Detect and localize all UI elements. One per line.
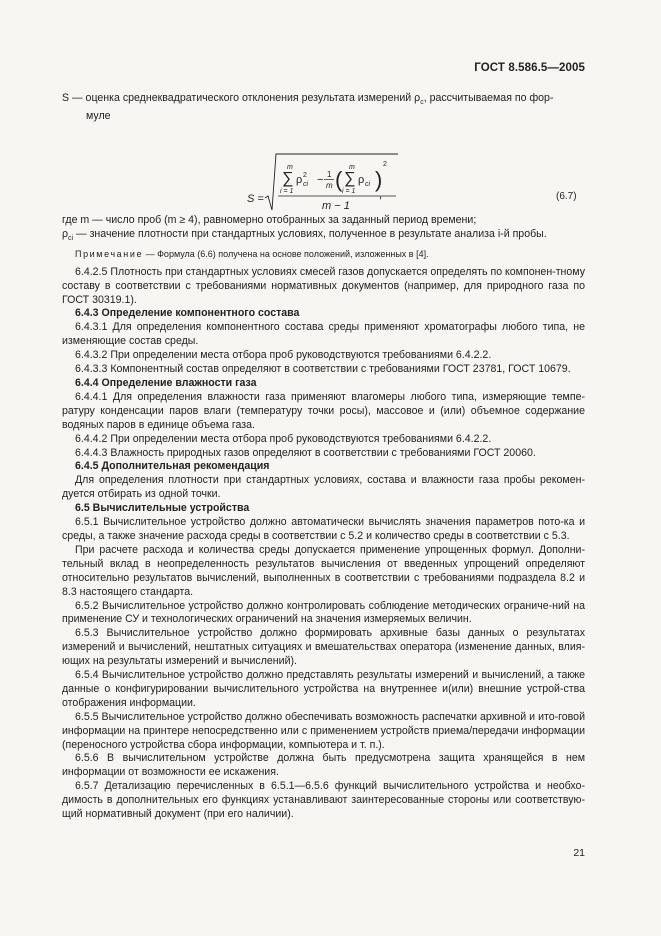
paragraph-6-5-2: 6.5.2 Вычислительное устройство должно контролировать соблюдение методических ограниче-ний на применение СУ и технологических ограничений на значения измеряемых величин. — [62, 599, 585, 626]
rho-definition-symbol: ρ — [62, 227, 69, 240]
heading-6-4-3: 6.4.3 Определение компонентного состава — [75, 307, 300, 320]
formula-lhs: S = — [247, 192, 264, 205]
note-label: Примечание — [75, 248, 144, 259]
paragraph-6-4-5: Для определения плотности при стандартных условиях, состава и влажности газа пробы рекомен-дуется отбирать из одной точки. — [62, 474, 585, 501]
sum1-rho-power: 2 — [303, 171, 307, 179]
paragraph-6-4-2-5: 6.4.2.5 Плотность при стандартных условиях смесей газов допускается определять по компонен-тному составу в соответствии с требованиями нормативных документов (например, для природного газа по ГОСТ 30319.1). — [62, 265, 585, 306]
document-header: ГОСТ 8.586.5—2005 — [474, 62, 585, 74]
right-paren: ) — [375, 166, 383, 192]
s-definition-tail: , рассчитываемая по фор- — [423, 92, 554, 104]
rho-definition-text: — значение плотности при стандартных условиях, полученное в результате анализа i-й пробы. — [73, 227, 547, 240]
sum1-upper-limit: m — [287, 163, 293, 171]
formula-denominator: m − 1 — [322, 199, 350, 212]
sum1-rho: ρ — [296, 173, 303, 186]
page-number: 21 — [573, 847, 585, 859]
paragraph-6-5-7: 6.5.7 Детализацию перечисленных в 6.5.1—6.5.6 функций вычислительного устройства и необхо-димость в дополнительных его функциях устанавливают заинтересованные стороны или соответствую-щий нормативный документ (при его наличии). — [62, 780, 585, 821]
sum1-lower-limit: i = 1 — [280, 187, 294, 195]
document-body — [62, 92, 585, 822]
paragraph-6-4-4-1: 6.4.4.1 Для определения влажности газа применяют влагомеры любого типа, измеряющие темпе-ратуру конденсации паров влаги (температуру точки росы), массовое и (или) объемное содержание водяных паров в единице объема газа. — [62, 390, 585, 431]
paragraph-6-4-3-3: 6.4.3.3 Компонентный состав определяют в соответствии с требованиями ГОСТ 23781, ГОСТ 10679. — [75, 363, 571, 376]
sum1-sigma: ∑ — [282, 169, 294, 187]
rho-definition-subscript: ci — [68, 234, 74, 242]
paragraph-6-4-4-2: 6.4.4.2 При определении места отбора проб руководствуются требованиями 6.4.2.2. — [75, 432, 492, 445]
s-definition-continuation: муле — [86, 110, 111, 123]
paragraph-6-5-4: 6.5.4 Вычислительное устройство должно представлять результаты измерений и вычислений, а также данные о конфигурировании вычислительного устройства на внутреннее и(или) внешние устрой-ства отображения информации. — [62, 669, 585, 709]
sum2-rho: ρ — [358, 173, 365, 186]
formula-comma: , — [379, 188, 383, 201]
s-definition-subscript: с — [420, 99, 424, 107]
sum2-sigma: ∑ — [344, 169, 356, 187]
paragraph-6-5-1-simplified: При расчете расхода и количества среды допускается применение упрощенных формул. Дополни-тельный вклад в неопределенность результатов вычисления от введенных упрощений определяют относительно результатов вычислений, выполненных в соответствии с требованиями подраздела 8.2 и 8.3 настоящего стандарта. — [62, 543, 585, 598]
sum2-lower-limit: i = 1 — [342, 187, 356, 195]
paragraph-6-5-5: 6.5.5 Вычислительное устройство должно обеспечивать возможность распечатки архивной и ито-говой информации на принтере непосредственно или с применением устройств приема/передачи информации (переносного устройства сбора информации, компьютера и т. п.). — [62, 710, 585, 751]
s-definition — [62, 92, 585, 110]
formula-6-7 — [62, 126, 585, 212]
formula-minus: − — [317, 173, 324, 186]
rho-definition — [62, 228, 585, 246]
paragraph-6-4-3-1: 6.4.3.1 Для определения компонентного состава среды применяют хроматографы любого типа, не изменяющие состав среды. — [62, 321, 585, 348]
sum2-rho-subscript: ci — [365, 180, 371, 188]
paragraph-6-5-3: 6.5.3 Вычислительное устройство должно формировать архивные базы данных о результатах измерений и вычислений, нештатных ситуациях и вмешательствах оператора (изменение данных, влия-ющих на результаты измерений и вычислений). — [62, 627, 585, 668]
paragraph-6-4-4-3: 6.4.4.3 Влажность природных газов определяют в соответствии с требованиями ГОСТ 20060. — [75, 446, 536, 459]
m-definition: где m — число проб (m ≥ 4), равномерно отобранных за заданный период времени; — [62, 213, 477, 226]
sum2-upper-limit: m — [349, 163, 355, 171]
heading-6-5: 6.5 Вычислительные устройства — [75, 502, 250, 515]
note-text: — Формула (6.6) получена на основе положений, изложенных в [4]. — [143, 248, 429, 259]
left-paren: ( — [335, 166, 343, 192]
heading-6-4-4: 6.4.4 Определение влажности газа — [75, 377, 257, 389]
paragraph-6-5-6: 6.5.6 В вычислительном устройстве должна быть предусмотрена защита хранящейся в нем информации от возможности ее искажения. — [62, 752, 585, 779]
heading-6-4-5: 6.4.5 Дополнительная рекомендация — [75, 460, 270, 473]
equation-number: (6.7) — [556, 190, 577, 202]
sum1-rho-subscript: ci — [303, 180, 309, 188]
s-definition-text: S — оценка среднеквадратического отклонения результата измерений ρ — [62, 92, 421, 104]
paren-power: 2 — [383, 160, 387, 168]
formula-note — [62, 248, 585, 262]
formula-graphic — [62, 126, 585, 212]
paragraph-6-4-3-2: 6.4.3.2 При определении места отбора проб руководствуются требованиями 6.4.2.2. — [75, 349, 492, 362]
fraction-denominator: m — [326, 180, 333, 190]
paragraph-6-5-1: 6.5.1 Вычислительное устройство должно автоматически вычислять значения параметров пото-ка и среды, а также значение расхода среды в соответствии с 5.2 и количество среды в соответствии с 5.3. — [62, 516, 585, 542]
fraction-numerator: 1 — [327, 169, 332, 179]
